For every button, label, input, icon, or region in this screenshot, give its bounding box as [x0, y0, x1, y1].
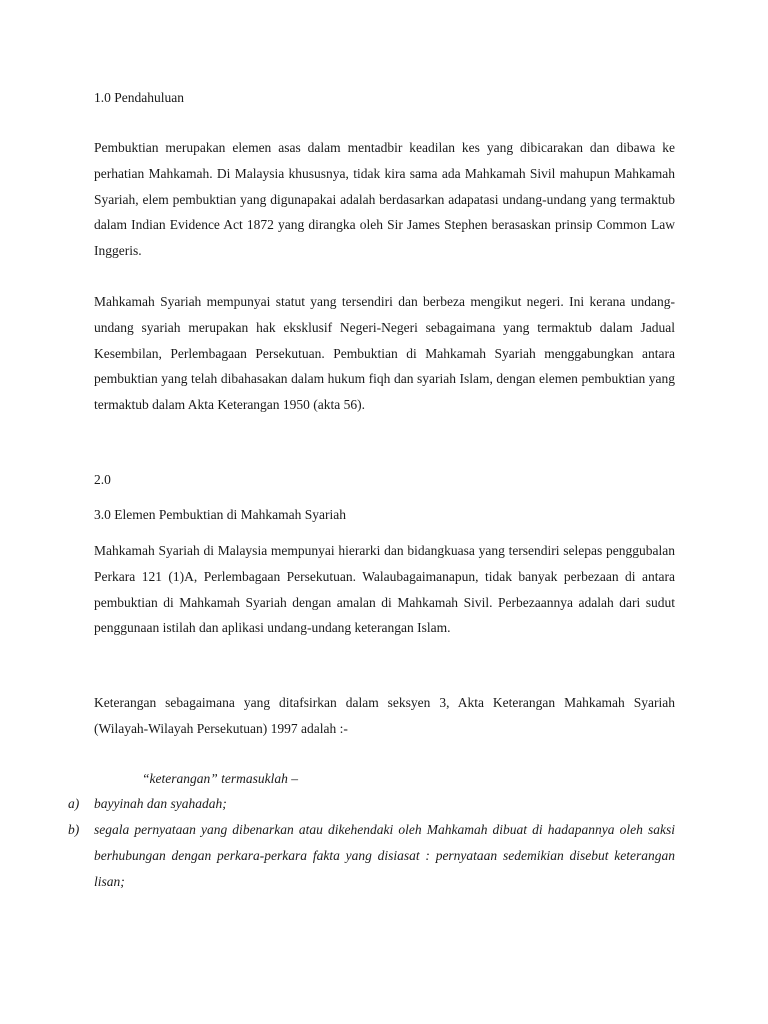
definition-item-a-marker: a)	[68, 796, 80, 811]
section-3-heading: 3.0 Elemen Pembuktian di Mahkamah Syariah	[94, 507, 346, 522]
intro-paragraph-2: Mahkamah Syariah mempunyai statut yang tersendiri dan berbeza mengikut negeri. Ini kerana undang-undang syariah merupakan hak eksklusif Negeri-Negeri sebagaimana yang termaktub dalam Jadual Kesembilan, Perlembagaan Persekutuan. Pembuktian di Mahkamah Syariah menggabungkan antara pembuktian yang telah dibahasakan dalam hukum fiqh dan syariah Islam, dengan elemen pembuktian yang termaktub dalam Akta Keterangan 1950 (akta 56).	[94, 294, 675, 413]
section-1-heading: 1.0 Pendahuluan	[94, 90, 184, 105]
section-3-paragraph-1: Mahkamah Syariah di Malaysia mempunyai hierarki dan bidangkuasa yang tersendiri selepas penggubalan Perkara 121 (1)A, Perlembagaan Persekutuan. Walaubagaimanapun, tidak banyak perbezaan di antara pembuktian di Mahkamah Syariah dengan amalan di Mahkamah Sivil. Perbezaannya adalah dari sudut penggunaan istilah dan aplikasi undang-undang keterangan Islam.	[94, 543, 675, 636]
intro-paragraph-1: Pembuktian merupakan elemen asas dalam mentadbir keadilan kes yang dibicarakan dan dibawa ke perhatian Mahkamah. Di Malaysia khususnya, tidak kira sama ada Mahkamah Sivil mahupun Mahkamah Syariah, elem pembuktian yang digunapakai adalah berdasarkan adapatasi undang-undang yang termaktub dalam Indian Evidence Act 1872 yang dirangka oleh Sir James Stephen berasaskan prinsip Common Law Inggeris.	[94, 140, 675, 259]
definition-intro: “keterangan” termasuklah –	[142, 771, 298, 786]
definition-item-a	[68, 791, 675, 817]
definition-item-b-text: segala pernyataan yang dibenarkan atau dikehendaki oleh Mahkamah dibuat di hadapannya oleh saksi berhubungan dengan perkara-perkara fakta yang disiasat : pernyataan sedemikian disebut keterangan lisan;	[94, 822, 675, 889]
section-2-heading: 2.0	[94, 472, 111, 487]
definition-item-a-text: bayyinah dan syahadah;	[94, 796, 227, 811]
definition-item-b	[68, 817, 675, 894]
definition-item-b-marker: b)	[68, 822, 80, 837]
section-3-paragraph-2: Keterangan sebagaimana yang ditafsirkan dalam seksyen 3, Akta Keterangan Mahkamah Syariah (Wilayah-Wilayah Persekutuan) 1997 adalah :-	[94, 695, 675, 736]
